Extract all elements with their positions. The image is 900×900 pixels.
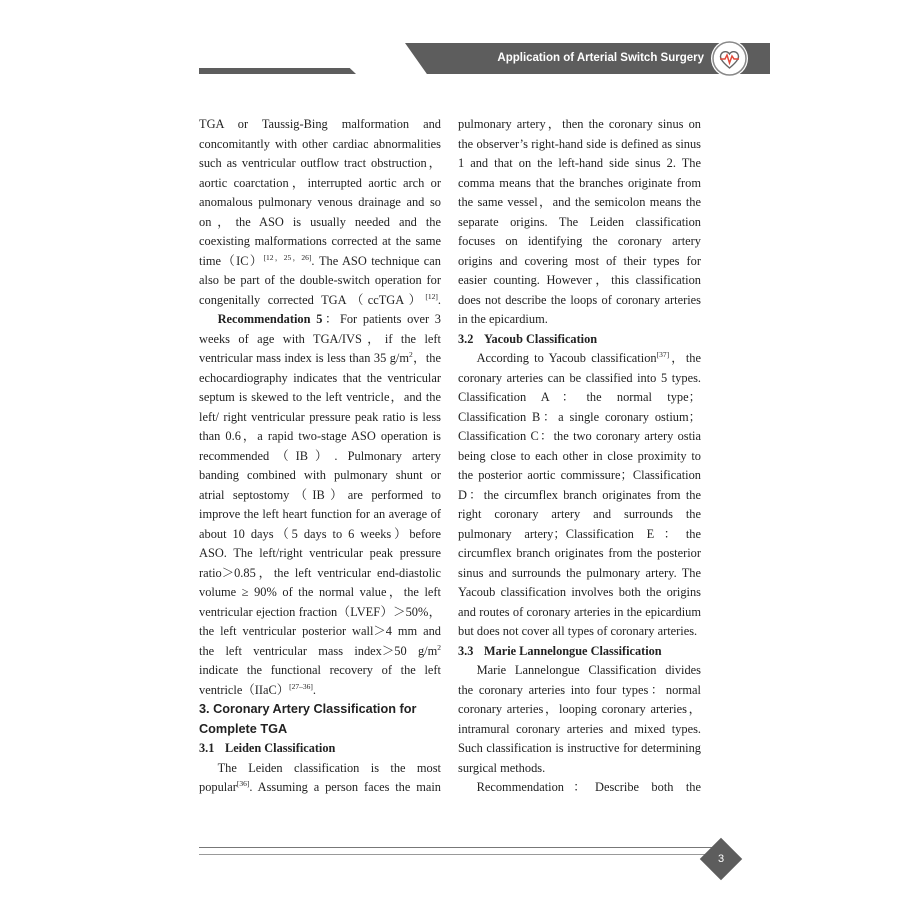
subsection-heading: 3.2 Yacoub Classification [458, 331, 598, 346]
running-header-title: Application of Arterial Switch Surgery [497, 52, 704, 64]
right-column [458, 115, 701, 798]
page-number: 3 [717, 853, 725, 865]
subsection-heading: 3.1 Leiden Classification [199, 741, 336, 755]
heart-logo-icon [711, 40, 748, 77]
paragraph: TGA or Taussig-Bing malformation and concomitantly with other cardiac abnormalities such as ventricular outflow tract obstruction，aortic coarctation，interrupted aortic arch or anomalous pulmonary venous drainage and so on，the ASO is usually needed and the coexisting malformations corrected at the same time（IC）[12，25，26]. The ASO technique can also be part of the double-switch operation for congenitally corrected TGA（ccTGA）[12]. [199, 117, 441, 307]
recommendation-label: Recommendation 5 [217, 312, 323, 326]
paragraph: Marie Lannelongue Classification divides the coronary arteries into four types：normal coronary arteries，looping coronary arteries，intramural coronary arteries and mixed types. Such classification is instructive for determining surgical methods. [458, 663, 701, 775]
subsection-heading: 3.3 Marie Lannelongue Classification [458, 643, 662, 658]
paragraph: According to Yacoub classification[37]，the coronary arteries can be classified into 5 types. Classification A：the normal type；Classification B：a single coronary ostium；Classification C：the two coronary artery ostia being close to each other in close proximity to the posterior aortic commissure；Classification D：the circumflex branch originates from the right coronary artery and surrounds the pulmonary artery；Classification E：the circumflex branch originates from the posterior sinus and surrounds the pulmonary artery. The Yacoub classification involves both the origins and routes of coronary arteries in the epicardium but does not cover all types of coronary arteries. [458, 350, 701, 638]
header-rule [199, 68, 356, 74]
recommendation-5-paragraph: Recommendation 5：For patients over 3 weeks of age with TGA/IVS，if the left ventricular mass index is less than 35 $g/m^2$，the echocardiography indicates that the ventricular septum is skewed to the left ventricle，and the left/ right ventricular pressure peak ratio is less than 0.6，a rapid two-stage ASO operation is recommended（IB）. Pulmonary artery banding combined with pulmonary shunt or atrial septostomy（IB）are performed to improve the left heart function for an average of about 10 days（5 days to 6 weeks）before ASO. The left/right ventricular peak pressure ratio＞0.85，the left ventricular end-diastolic volume ≥ 90% of the normal value，the left ventricular ejection fraction（LVEF）＞50%，the left ventricular posterior wall＞4 mm and the left ventricular mass index＞50 $g/m^2$ indicate the functional recovery of the left ventricle（IIaC）[27–36]. [199, 312, 441, 697]
paragraph: Recommendation：Describe both the [476, 780, 701, 794]
section-heading: 3. Coronary Artery Classification for Complete TGA [199, 702, 417, 736]
left-column [199, 115, 441, 798]
footer-rule [199, 847, 719, 855]
paragraph: pulmonary artery，then the coronary sinus on the observer’s right-hand side is defined as sinus 1 and that on the left-hand side sinus 2. The comma means that the branches originate from the same vessel，and the semicolon means the separate origins. The Leiden classification focuses on identifying the coronary artery origins and covering most of their types for easier counting. However，this classification does not describe the loops of coronary arteries in the epicardium. [458, 117, 701, 326]
paragraph: The Leiden classification is the most popular[36]. Assuming a person faces the main [199, 760, 441, 794]
